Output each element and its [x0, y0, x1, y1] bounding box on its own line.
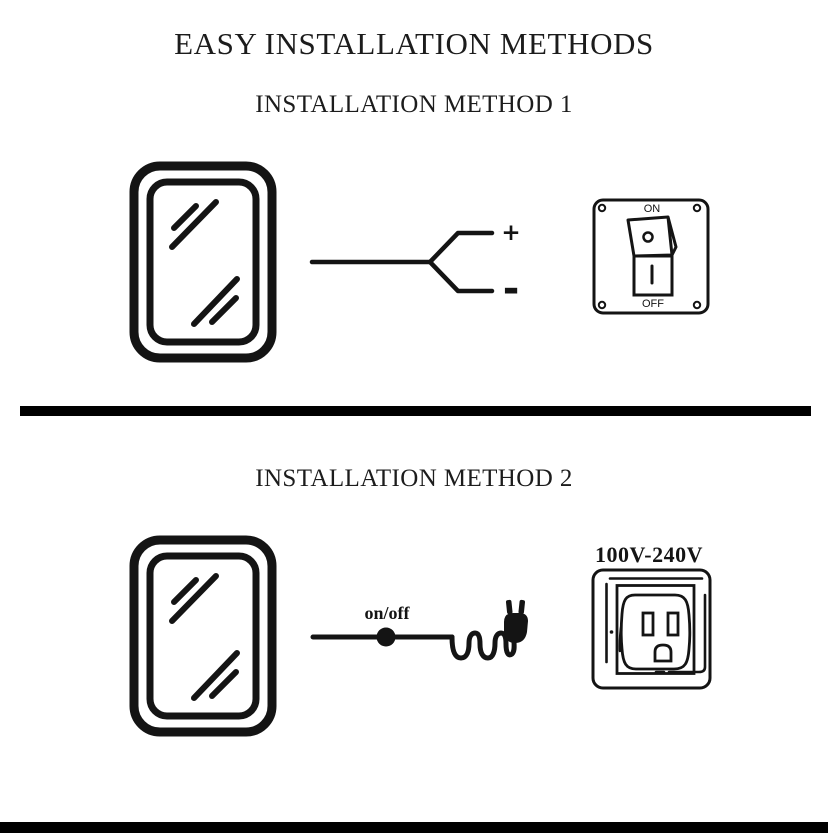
mirror-icon	[129, 535, 277, 737]
mirror-frame	[134, 166, 272, 358]
inline-switch-dot-icon	[377, 628, 396, 647]
power-plug-icon	[504, 600, 528, 643]
mirror-icon	[129, 161, 277, 363]
plug-prong	[506, 600, 513, 614]
outlet-sketch-dot	[610, 630, 614, 634]
bottom-border-bar	[0, 822, 828, 833]
rocker-top-face	[628, 217, 672, 256]
method1-heading: INSTALLATION METHOD 1	[255, 91, 573, 118]
plug-prong	[518, 600, 525, 614]
switch-off-label: OFF	[642, 298, 664, 310]
negative-label: -	[502, 266, 520, 312]
rocker-switch-icon	[590, 196, 712, 317]
mirror-shine-lines	[172, 576, 237, 698]
cord-switch-label: on/off	[364, 603, 410, 623]
power-cord-icon	[303, 593, 538, 673]
positive-label: +	[501, 220, 521, 246]
negative-wire	[430, 262, 492, 291]
section-divider	[20, 406, 811, 416]
wall-outlet-icon	[585, 533, 717, 695]
method2-heading: INSTALLATION METHOD 2	[255, 465, 573, 492]
page-title: EASY INSTALLATION METHODS	[174, 26, 654, 61]
switch-on-label: ON	[643, 203, 661, 215]
mirror-frame	[134, 540, 272, 732]
plug-body	[504, 613, 528, 643]
mirror-shine-lines	[172, 202, 237, 324]
two-wire-lead-icon	[303, 220, 538, 312]
coiled-cord	[452, 633, 514, 658]
positive-wire	[312, 233, 492, 262]
voltage-label: 100V-240V	[595, 542, 703, 567]
